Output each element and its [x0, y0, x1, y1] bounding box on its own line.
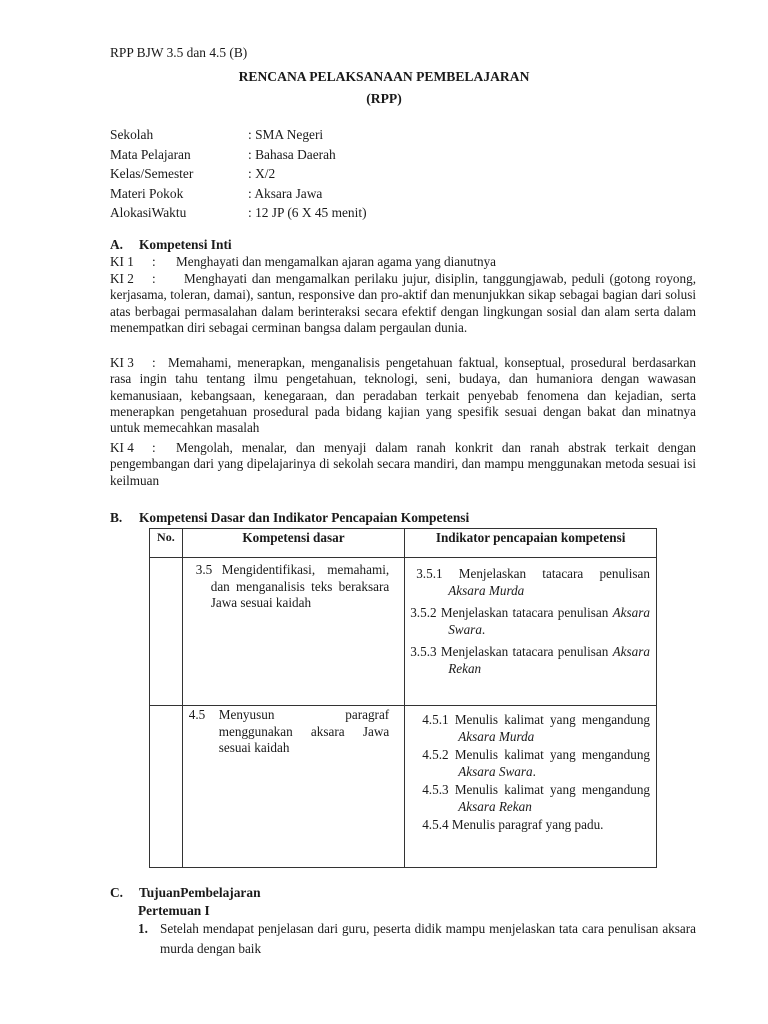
document-subtitle: (RPP): [366, 91, 402, 106]
ki-label: KI 2: [110, 271, 134, 286]
identity-label: Kelas/Semester: [110, 166, 194, 181]
identity-row: [110, 165, 367, 185]
ki-separator: :: [152, 440, 156, 455]
section-title: Kompetensi Dasar dan Indikator Pencapaian Kompetensi: [139, 510, 470, 525]
ki-2: [110, 271, 696, 336]
indicator-cell: [405, 706, 657, 868]
kd-number: 4.5: [188, 707, 206, 722]
table-row: [150, 558, 657, 706]
identity-value: : 12 JP (6 X 45 menit): [248, 205, 367, 220]
kd-number: 3.5: [195, 562, 213, 577]
row-number: [150, 706, 183, 868]
ki-label: KI 1: [110, 254, 134, 269]
ki-1: [110, 254, 696, 270]
section-letter: A.: [110, 237, 124, 252]
identity-row: [110, 126, 367, 146]
objective-text: Setelah mendapat penjelasan dari guru, peserta didik mampu menjelaskan tata cara penulisan aksara murda dengan baik: [160, 921, 696, 956]
identity-value: : SMA Negeri: [248, 127, 324, 142]
ki-separator: :: [152, 254, 156, 269]
indicator-item: 4.5.1 Menulis kalimat yang mengandung Aksara Murda: [422, 712, 651, 744]
section-title: Kompetensi Inti: [139, 237, 232, 252]
ki-label: KI 4: [110, 440, 134, 455]
ki-label: KI 3: [110, 355, 134, 370]
identity-label: AlokasiWaktu: [110, 205, 187, 220]
section-letter: C.: [110, 885, 124, 900]
identity-table: [110, 126, 367, 224]
ki-text: Mengolah, menalar, dan menyaji dalam ranah konkrit dan ranah abstrak terkait dengan pengembangan dari yang dipelajarinya di sekolah secara mandiri, dan mampu menggunakan metoda sesuai isi keilmuan: [110, 440, 696, 488]
table-header-row: [150, 529, 657, 558]
identity-value: : Bahasa Daerah: [248, 146, 336, 162]
indicator-item: 4.5.4 Menulis paragraf yang padu.: [422, 817, 604, 832]
ki-text: Menghayati dan mengamalkan perilaku jujur, disiplin, tanggungjawab, peduli (gotong royong, kerjasama, toleran, damai), santun, responsive dan pro-aktif dan menunjukkan sikap sebagai bagian dari solusi atas berbagai permasalahan dalam berinteraksi secara efektif dengan lingkungan sosial dan alam serta dalam menempatkan diri sebagai cerminan bangsa dalam pergaulan dunia.: [110, 271, 696, 335]
section-c-heading: [110, 884, 261, 901]
indicator-item: 4.5.3 Menulis kalimat yang mengandung Aksara Rekan: [422, 782, 651, 814]
meeting-heading: Pertemuan I: [138, 903, 210, 918]
kd-cell: [182, 706, 404, 868]
section-a-heading: [110, 236, 232, 253]
identity-row: [110, 146, 367, 166]
col-header-kd: Kompetensi dasar: [182, 529, 404, 558]
indicator-item: 4.5.2 Menulis kalimat yang mengandung Aksara Swara.: [422, 747, 651, 779]
competency-table: [149, 528, 657, 868]
section-letter: B.: [110, 510, 123, 525]
document-title: RENCANA PELAKSANAAN PEMBELAJARAN: [238, 69, 530, 84]
kd-text: Mengidentifikasi, memahami, dan menganalisis teks beraksara Jawa sesuai kaidah: [210, 562, 390, 610]
ki-text: Memahami, menerapkan, menganalisis pengetahuan faktual, konseptual, prosedural berdasarkan rasa ingin tahu tentang ilmu pengetahuan, teknologi, seni, budaya, dan humaniora dengan wawasan kemanusiaan, kebangsaan, kenegaraan, dan peradaban terkait penyebab fenomena dan kejadian, serta menerapkan pengetahuan prosedural pada bidang kajian yang spesifik sesuai dengan bakat dan minatnya untuk memecahkan masalah: [110, 355, 696, 436]
identity-label: Materi Pokok: [110, 185, 184, 201]
kd-text: Menyusun paragraf menggunakan aksara Jawa sesuai kaidah: [218, 707, 390, 755]
document-code: RPP BJW 3.5 dan 4.5 (B): [110, 45, 248, 60]
ki-separator: :: [152, 271, 156, 286]
identity-label: Sekolah: [110, 127, 154, 142]
col-header-no: No.: [150, 529, 183, 558]
section-b-heading: [110, 509, 469, 526]
identity-row: [110, 185, 367, 205]
ki-4: [110, 440, 696, 489]
identity-value: : X/2: [248, 166, 276, 181]
col-header-indicator: Indikator pencapaian kompetensi: [405, 529, 657, 558]
indicator-cell: [405, 558, 657, 706]
ki-3: [110, 355, 696, 436]
indicator-item: 3.5.2 Menjelaskan tatacara penulisan Aksara Swara.: [410, 605, 650, 637]
objective-item: [138, 919, 696, 958]
indicator-item: 3.5.3 Menjelaskan tatacara penulisan Aksara Rekan: [410, 644, 650, 676]
row-number: [150, 558, 183, 706]
section-title: TujuanPembelajaran: [139, 885, 261, 900]
ki-text: Menghayati dan mengamalkan ajaran agama yang dianutnya: [176, 254, 497, 269]
table-row: [150, 706, 657, 868]
identity-row: [110, 204, 367, 224]
ki-separator: :: [152, 355, 156, 370]
objective-number: 1.: [138, 921, 148, 936]
identity-label: Mata Pelajaran: [110, 146, 191, 162]
kd-cell: [182, 558, 404, 706]
indicator-item: 3.5.1 Menjelaskan tatacara penulisan Aksara Murda: [416, 566, 650, 598]
identity-value: : Aksara Jawa: [248, 185, 323, 201]
